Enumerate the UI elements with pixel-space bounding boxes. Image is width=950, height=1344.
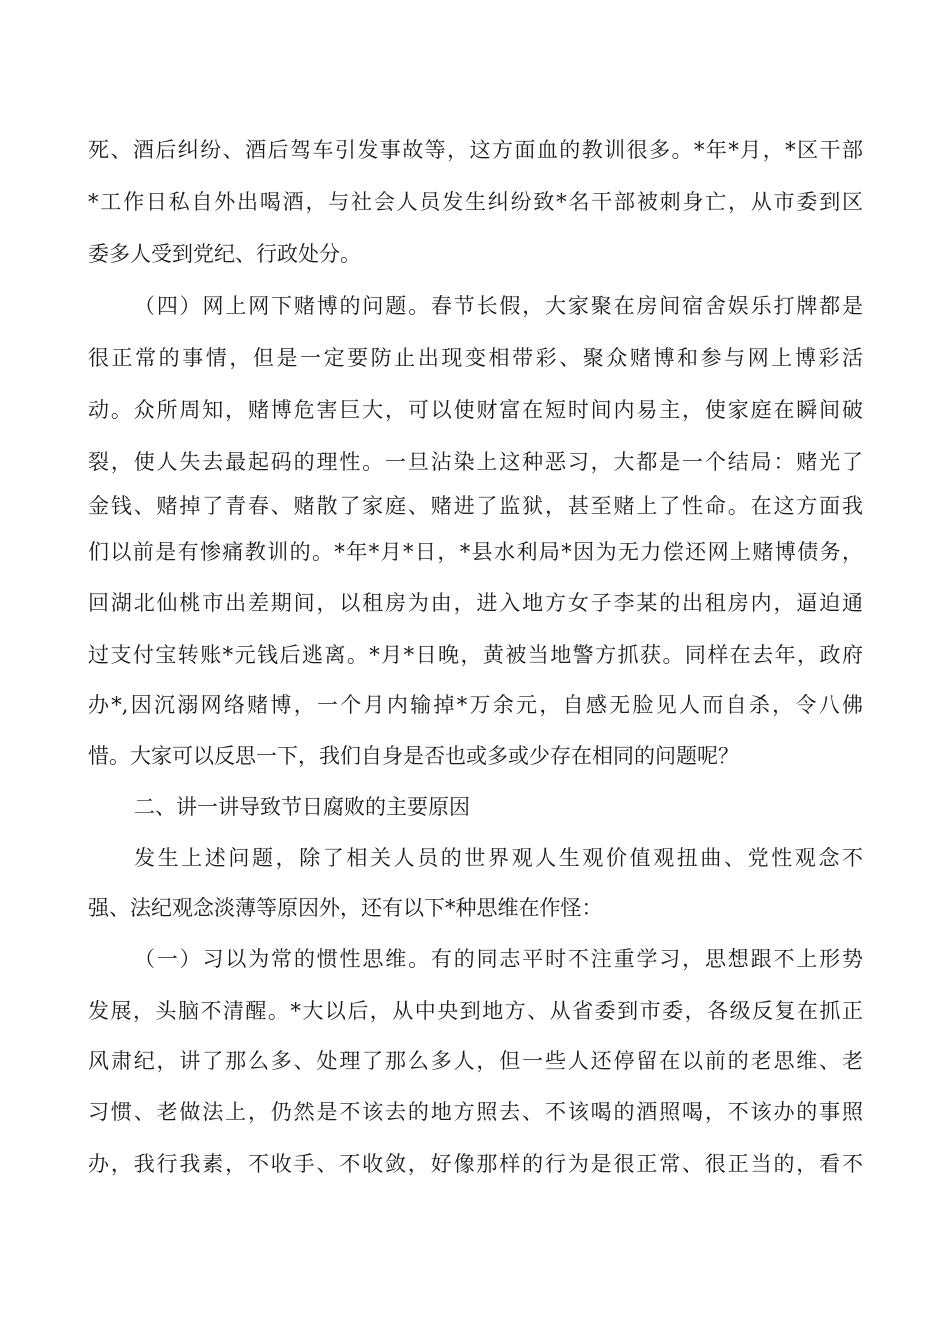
text-line: 办*,因沉溺网络赌博，一个月内输掉*万余元，自感无脸见人而自杀，令八佛 xyxy=(88,693,863,717)
text-line: 回湖北仙桃市出差期间，以租房为由，进入地方女子李某的出租房内，逼迫通 xyxy=(88,591,863,615)
text-line: 动。众所周知，赌博危害巨大，可以使财富在短时间内易主，使家庭在瞬间破 xyxy=(88,398,863,422)
text-line: 过支付宝转账*元钱后逃离。*月*日晚，黄被当地警方抓获。同样在去年，政府 xyxy=(88,643,863,667)
text-line: 办，我行我素，不收手、不收敛，好像那样的行为是很正常、很正当的，看不 xyxy=(88,1152,863,1176)
text-line: 们以前是有惨痛教训的。*年*月*日，*县水利局*因为无力偿还网上赌博债务， xyxy=(88,540,863,564)
text-line: 很正常的事情，但是一定要防止出现变相带彩、聚众赌博和参与网上博彩活 xyxy=(88,346,863,370)
text-line: 习惯、老做法上，仍然是不该去的地方照去、不该喝的酒照喝，不该办的事照 xyxy=(88,1100,863,1124)
text-line: 死、酒后纠纷、酒后驾车引发事故等，这方面血的教训很多。*年*月，*区干部 xyxy=(88,138,863,162)
text-line: 发展，头脑不清醒。*大以后，从中央到地方、从省委到市委，各级反复在抓正 xyxy=(88,999,863,1023)
paragraph-start-line: （一）习以为常的惯性思维。有的同志平时不注重学习，思想跟不上形势 xyxy=(134,947,863,971)
text-line: 裂，使人失去最起码的理性。一旦沾染上这种恶习，大都是一个结局：赌光了 xyxy=(88,450,863,474)
text-line: 委多人受到党纪、行政处分。 xyxy=(88,242,361,266)
paragraph-start-line: 发生上述问题，除了相关人员的世界观人生观价值观扭曲、党性观念不 xyxy=(134,846,863,870)
text-line: 惜。大家可以反思一下，我们自身是否也或多或少存在相同的问题呢？ xyxy=(88,744,739,768)
text-line: *工作日私自外出喝酒，与社会人员发生纠纷致*名干部被刺身亡，从市委到区 xyxy=(88,190,863,214)
text-line: 强、法纪观念淡薄等原因外，还有以下*种思维在作怪： xyxy=(88,896,603,920)
text-line: 风肃纪，讲了那么多、处理了那么多人，但一些人还停留在以前的老思维、老 xyxy=(88,1049,863,1073)
paragraph-start-line: （四）网上网下赌博的问题。春节长假，大家聚在房间宿舍娱乐打牌都是 xyxy=(134,294,863,318)
text-line: 金钱、赌掉了青春、赌散了家庭、赌进了监狱，甚至赌上了性命。在这方面我 xyxy=(88,494,863,518)
section-heading: 二、讲一讲导致节日腐败的主要原因 xyxy=(134,795,470,819)
